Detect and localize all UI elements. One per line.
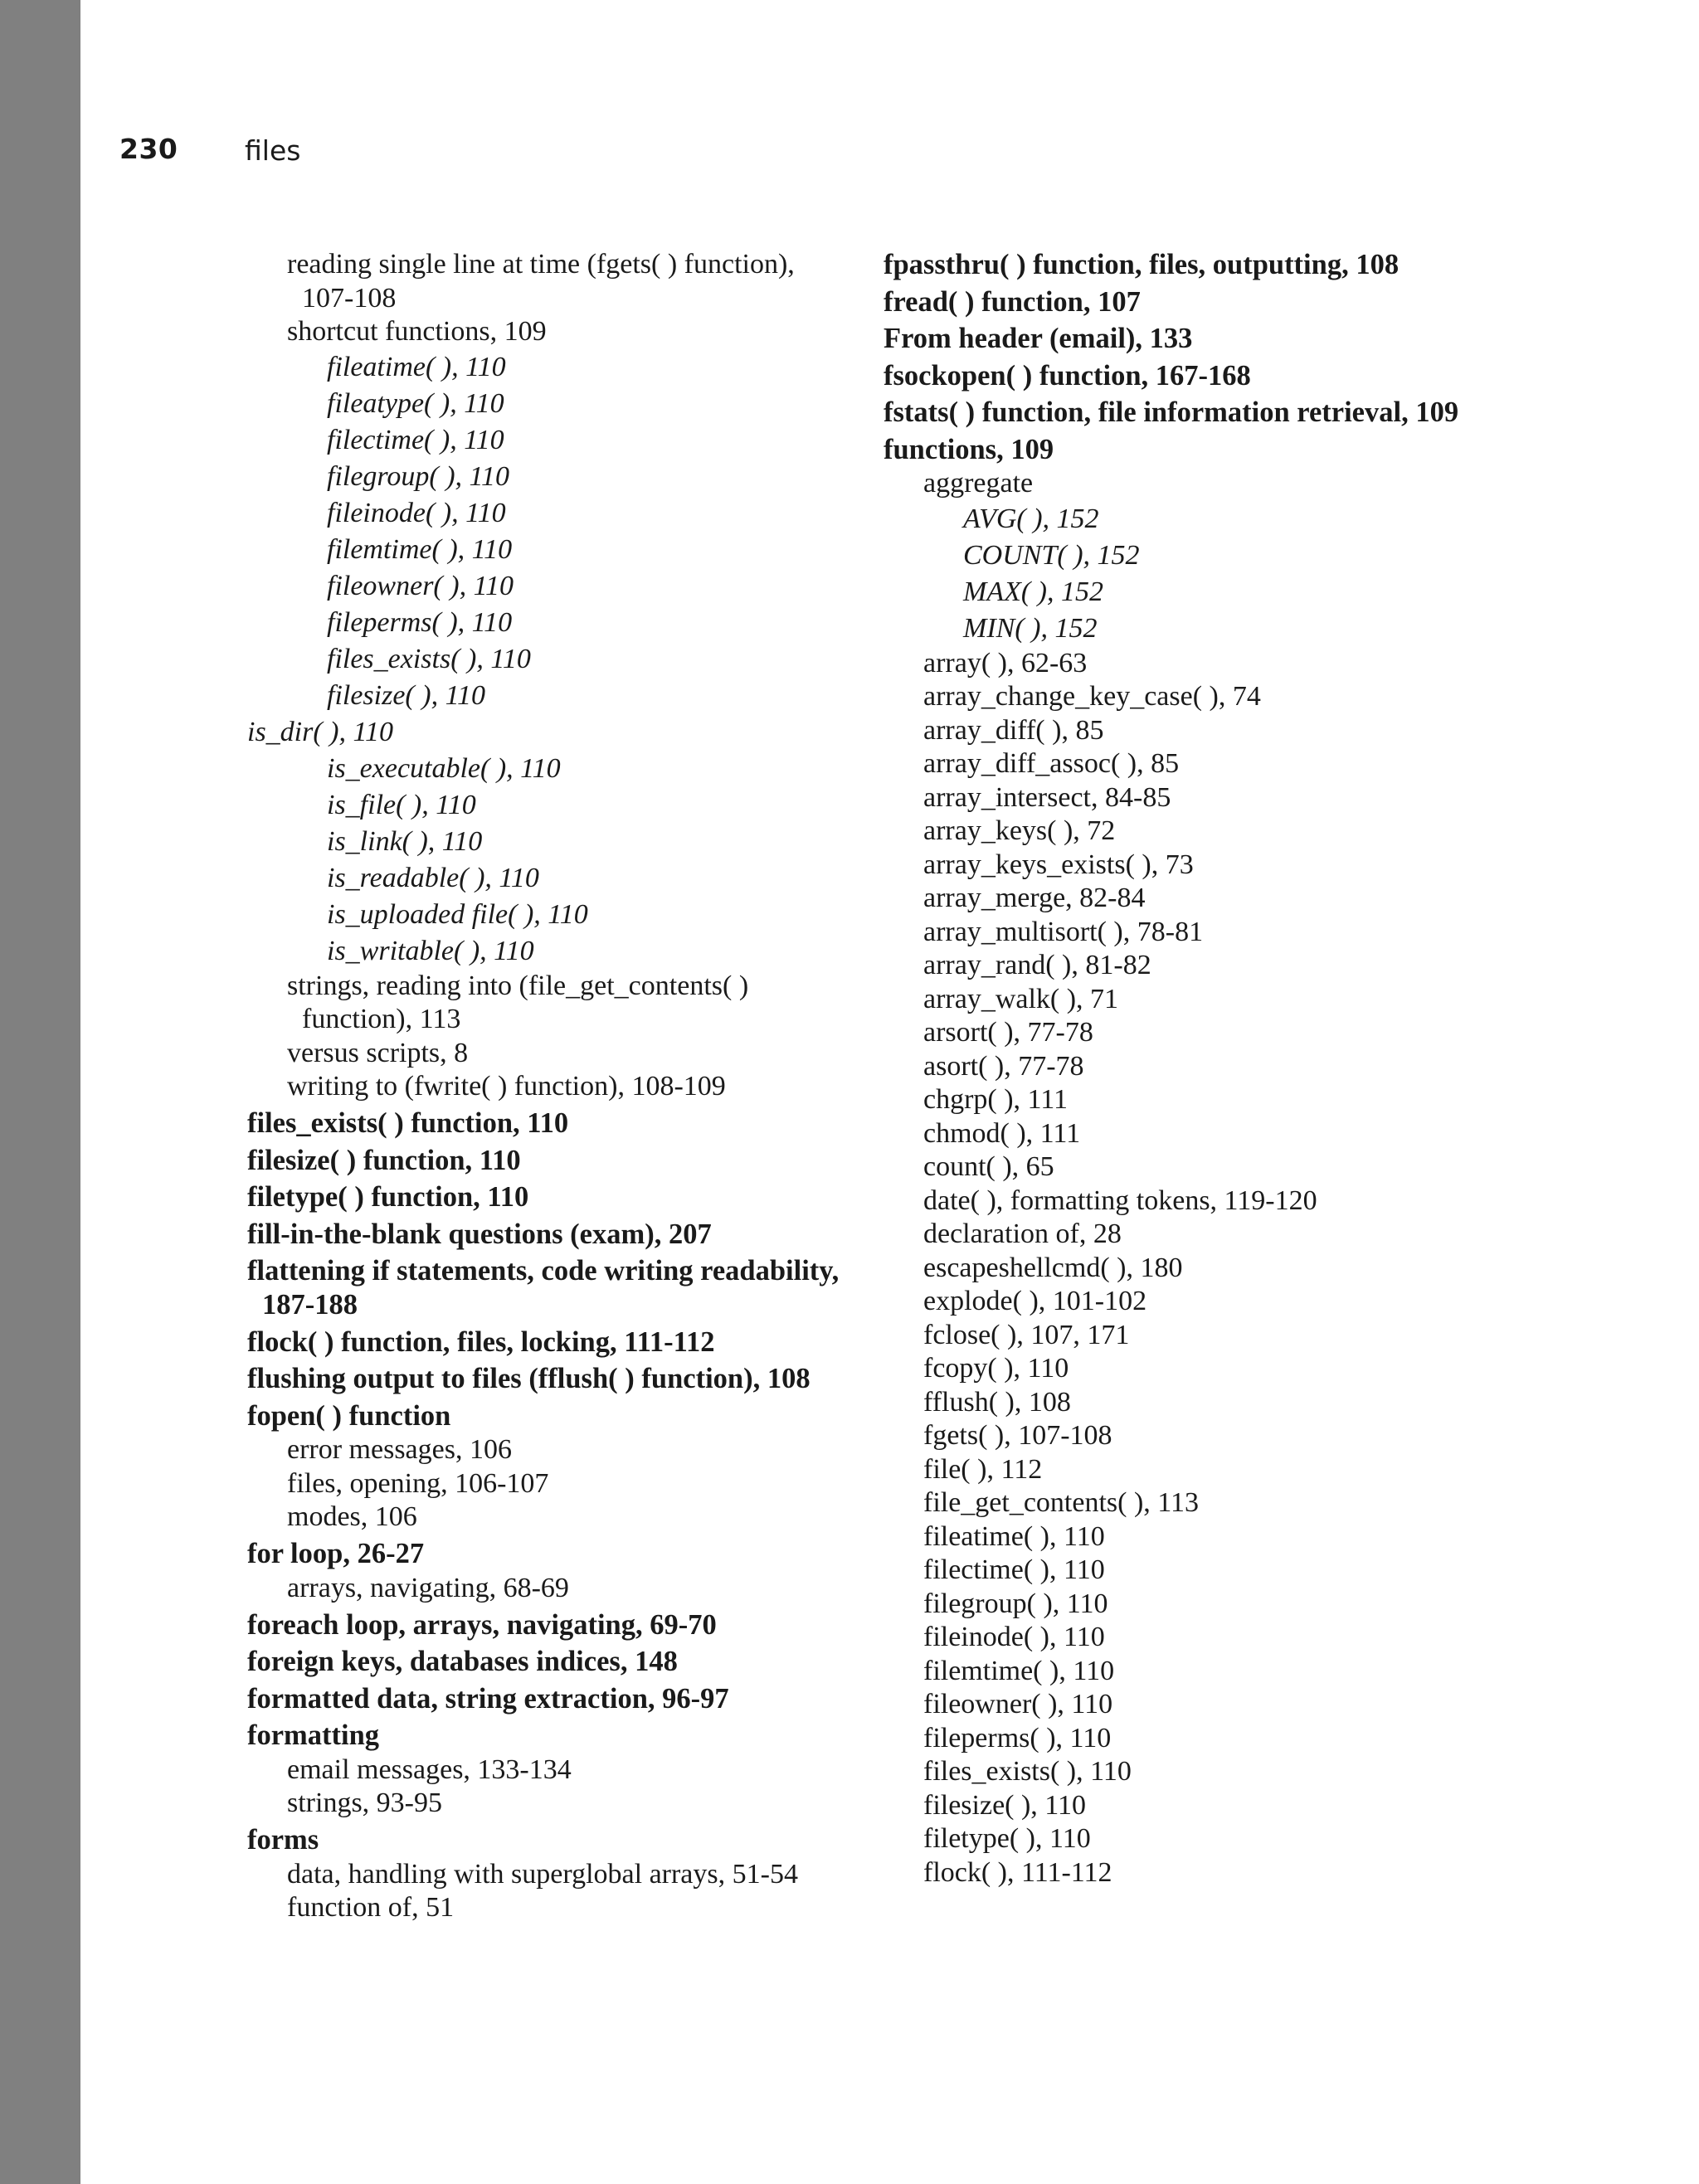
index-sub-entry: AVG( ), 152 xyxy=(963,503,1099,534)
index-sub-entry: asort( ), 77-78 xyxy=(923,1050,1084,1082)
index-sub-entry: strings, reading into (file_get_contents( ) function), 113 xyxy=(287,970,749,1034)
index-sub-entry: fcopy( ), 110 xyxy=(923,1353,1069,1384)
index-sub-entry: filemtime( ), 110 xyxy=(923,1655,1115,1686)
index-sub-entry: array_intersect, 84-85 xyxy=(923,781,1171,813)
index-sub-entry: MIN( ), 152 xyxy=(963,612,1098,644)
index-sub-entry: is_executable( ), 110 xyxy=(327,752,561,784)
index-sub-entry: arsort( ), 77-78 xyxy=(923,1017,1093,1048)
index-sub-entry: file_get_contents( ), 113 xyxy=(923,1487,1200,1518)
index-sub-entry: array_diff_assoc( ), 85 xyxy=(923,748,1180,779)
index-column-left xyxy=(247,248,845,1925)
index-sub-entry: file( ), 112 xyxy=(923,1453,1043,1485)
index-sub-entry: versus scripts, 8 xyxy=(287,1037,469,1068)
index-sub-entry: declaration of, 28 xyxy=(923,1218,1122,1249)
index-sub-entry: fileinode( ), 110 xyxy=(327,497,506,528)
index-main-entry: filetype( ) function, 110 xyxy=(247,1181,529,1213)
index-sub-entry: fileperms( ), 110 xyxy=(327,606,513,638)
gray-margin-bar xyxy=(0,0,80,2184)
index-sub-entry: reading single line at time (fgets( ) function), 107-108 xyxy=(287,249,795,314)
index-sub-entry: fileowner( ), 110 xyxy=(923,1689,1113,1719)
index-sub-entry: array_rand( ), 81-82 xyxy=(923,950,1151,980)
index-sub-entry: fileowner( ), 110 xyxy=(327,570,514,601)
index-sub-entry: fileinode( ), 110 xyxy=(923,1622,1105,1652)
index-sub-entry: array_change_key_case( ), 74 xyxy=(923,681,1261,712)
index-sub-entry: array_diff( ), 85 xyxy=(923,714,1104,746)
index-main-entry: fopen( ) function xyxy=(247,1399,451,1432)
index-sub-entry: fileatime( ), 110 xyxy=(327,351,506,382)
index-main-entry: for loop, 26-27 xyxy=(247,1538,425,1569)
index-sub-entry: is_writable( ), 110 xyxy=(327,935,534,966)
index-main-entry: fill-in-the-blank questions (exam), 207 xyxy=(247,1218,712,1250)
index-sub-entry: fileatype( ), 110 xyxy=(327,387,504,419)
index-sub-entry: count( ), 65 xyxy=(923,1151,1054,1182)
index-sub-entry: array_merge, 82-84 xyxy=(923,883,1146,913)
index-sub-entry: modes, 106 xyxy=(287,1501,417,1532)
index-sub-entry: aggregate xyxy=(923,468,1034,499)
index-main-entry: From header (email), 133 xyxy=(884,323,1193,354)
index-sub-entry: COUNT( ), 152 xyxy=(963,539,1140,571)
index-sub-entry: files_exists( ), 110 xyxy=(327,643,531,674)
index-sub-entry: filesize( ), 110 xyxy=(923,1789,1087,1821)
index-main-entry: foreach loop, arrays, navigating, 69-70 xyxy=(247,1608,717,1641)
index-main-entry: functions, 109 xyxy=(884,433,1054,465)
index-sub-entry: fflush( ), 108 xyxy=(923,1386,1071,1418)
index-main-entry: flattening if statements, code writing readability, 187-188 xyxy=(247,1255,840,1321)
index-sub-entry: is_uploaded file( ), 110 xyxy=(327,898,588,930)
index-sub-entry: files_exists( ), 110 xyxy=(923,1756,1132,1787)
index-sub-entry: date( ), formatting tokens, 119-120 xyxy=(923,1184,1317,1216)
index-sub-entry: fgets( ), 107-108 xyxy=(923,1420,1112,1451)
index-main-entry: fpassthru( ) function, files, outputting, 108 xyxy=(884,249,1400,280)
index-sub-entry: data, handling with superglobal arrays, 51-54 xyxy=(287,1858,798,1890)
running-head: files xyxy=(245,134,301,167)
index-sub-entry: MAX( ), 152 xyxy=(963,576,1104,607)
index-main-entry: fread( ) function, 107 xyxy=(884,285,1141,318)
index-main-entry: flushing output to files (fflush( ) function), 108 xyxy=(247,1363,811,1394)
page-number: 230 xyxy=(119,133,178,165)
index-sub-entry: filemtime( ), 110 xyxy=(327,533,513,565)
index-sub-entry: arrays, navigating, 68-69 xyxy=(287,1572,569,1603)
index-sub-entry: array_multisort( ), 78-81 xyxy=(923,916,1204,947)
index-sub-entry: filegroup( ), 110 xyxy=(923,1588,1108,1619)
index-sub-entry: filetype( ), 110 xyxy=(923,1823,1091,1854)
index-main-entry: flock( ) function, files, locking, 111-112 xyxy=(247,1325,715,1358)
index-sub-entry: is_file( ), 110 xyxy=(327,789,476,820)
index-main-entry: filesize( ) function, 110 xyxy=(247,1144,521,1176)
index-sub-entry: email messages, 133-134 xyxy=(287,1754,572,1785)
index-sub-entry: files, opening, 106-107 xyxy=(287,1467,549,1499)
index-sub-entry: error messages, 106 xyxy=(287,1434,512,1465)
index-sub-entry: flock( ), 111-112 xyxy=(923,1856,1112,1888)
index-sub-entry: array( ), 62-63 xyxy=(923,647,1088,679)
index-sub-entry: fclose( ), 107, 171 xyxy=(923,1319,1130,1350)
index-sub-entry: chgrp( ), 111 xyxy=(923,1084,1069,1115)
index-sub-entry: is_link( ), 110 xyxy=(327,825,483,857)
index-sub-entry: fileperms( ), 110 xyxy=(923,1722,1112,1754)
index-main-entry: fstats( ) function, file information retrieval, 109 xyxy=(884,396,1459,428)
index-column-right xyxy=(884,248,1514,1890)
index-sub-entry: array_keys( ), 72 xyxy=(923,815,1116,846)
index-sub-entry: writing to (fwrite( ) function), 108-109 xyxy=(287,1071,726,1102)
index-sub-entry: filesize( ), 110 xyxy=(327,679,486,711)
index-sub-entry: is_dir( ), 110 xyxy=(247,716,393,747)
index-sub-entry: escapeshellcmd( ), 180 xyxy=(923,1252,1183,1283)
index-sub-entry: strings, 93-95 xyxy=(287,1788,442,1818)
index-sub-entry: array_walk( ), 71 xyxy=(923,983,1119,1014)
index-sub-entry: is_readable( ), 110 xyxy=(327,862,539,893)
index-sub-entry: explode( ), 101-102 xyxy=(923,1286,1147,1316)
index-main-entry: formatting xyxy=(247,1719,380,1751)
index-sub-entry: shortcut functions, 109 xyxy=(287,316,547,347)
index-sub-entry: filectime( ), 110 xyxy=(923,1554,1105,1585)
index-sub-entry: array_keys_exists( ), 73 xyxy=(923,849,1194,880)
index-sub-entry: chmod( ), 111 xyxy=(923,1117,1081,1149)
index-main-entry: files_exists( ) function, 110 xyxy=(247,1107,569,1139)
index-main-entry: foreign keys, databases indices, 148 xyxy=(247,1646,678,1677)
index-sub-entry: fileatime( ), 110 xyxy=(923,1520,1105,1552)
index-sub-entry: filegroup( ), 110 xyxy=(327,460,510,492)
index-sub-entry: filectime( ), 110 xyxy=(327,424,504,455)
index-main-entry: fsockopen( ) function, 167-168 xyxy=(884,359,1251,392)
index-main-entry: formatted data, string extraction, 96-97 xyxy=(247,1682,729,1715)
index-sub-entry: function of, 51 xyxy=(287,1892,455,1923)
index-main-entry: forms xyxy=(247,1824,319,1856)
